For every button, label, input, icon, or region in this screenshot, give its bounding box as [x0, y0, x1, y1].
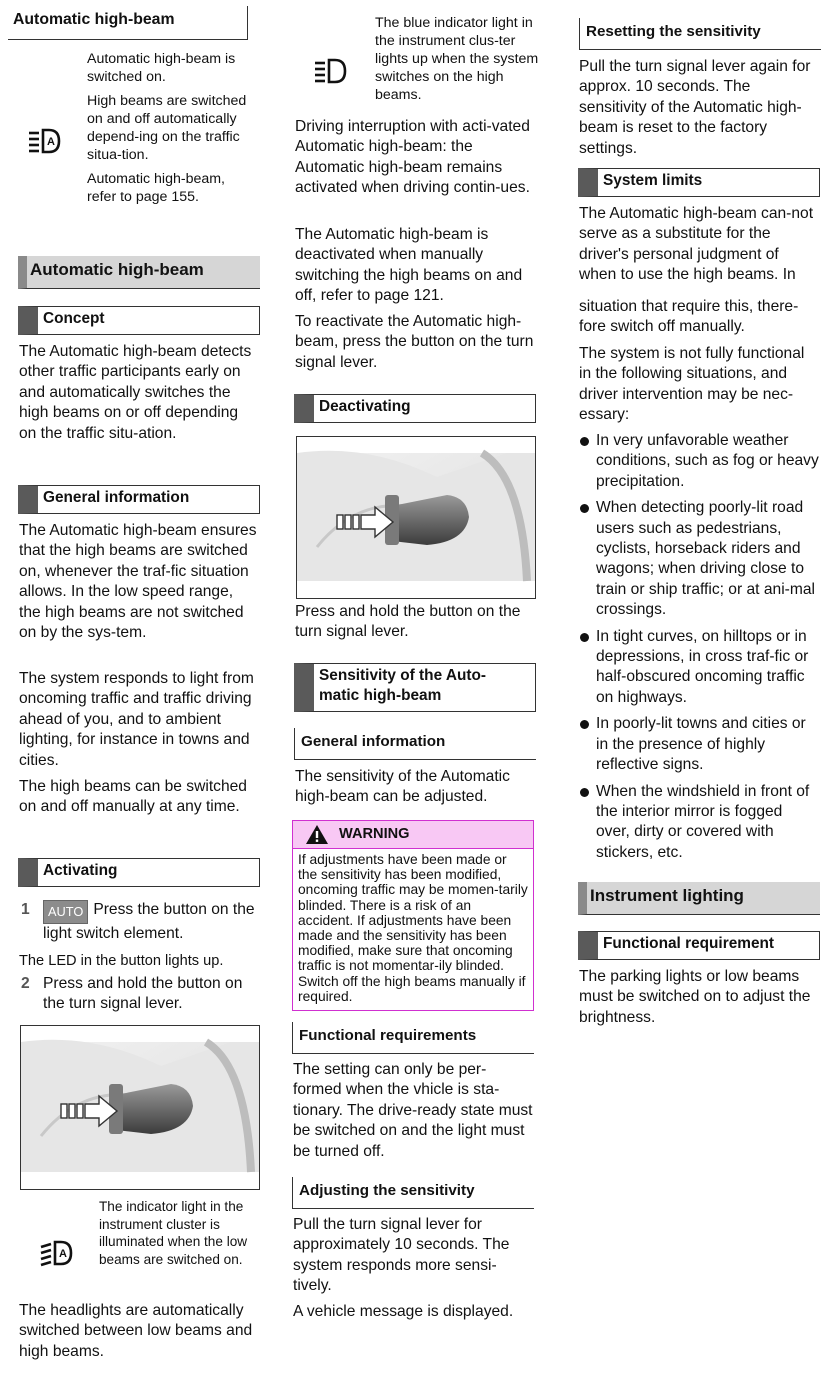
functional-requirements-text: The setting can only be per-formed when the vhicle is sta-tionary. The drive-ready state must be switched on and the light must be turned off.: [293, 1061, 533, 1160]
top-section-heading: Automatic high-beam: [8, 6, 248, 40]
concept-text: The Automatic high-beam detects other traffic participants early on and automatically switches the high beams on or off depending on the traffic situ-ation.: [19, 343, 252, 442]
general-information-text: The Automatic high-beam ensures that the high beams are switched on, whenever the traf-fic situation allows. In the low speed range, the high beams are not switched on by the sys-tem.: [19, 522, 257, 642]
high-beam-indicator-icon: [314, 56, 350, 86]
main-section-heading: Automatic high-beam: [18, 256, 260, 289]
sensitivity-heading-line: Sensitivity of the Auto-: [319, 667, 487, 684]
adjusting-sensitivity-heading: Adjusting the sensitivity: [292, 1177, 534, 1209]
warning-triangle-icon: [305, 824, 329, 845]
turn-signal-lever-illustration: [21, 1026, 259, 1189]
functional-requirement-text: The parking lights or low beams must be switched on to adjust the brightness.: [579, 968, 811, 1026]
step-2-text: Press and hold the button on the turn signal lever.: [43, 975, 243, 1013]
step-number: 2: [21, 975, 30, 992]
icon-description-group: [87, 50, 257, 206]
concept-heading: Concept: [18, 306, 260, 335]
functional-requirements-heading: Functional requirements: [292, 1022, 534, 1054]
icon-description-line: Automatic high-beam, refer to page 155.: [87, 171, 226, 205]
system-limits-text: situation that require this, there-fore switch off manually.: [579, 298, 799, 336]
general-information-text: The system responds to light from oncoming traffic and traffic driving ahead of you, and to ambient lighting, for instance in towns and cities.: [19, 670, 254, 769]
list-item: When detecting poorly-lit road users such as pedestrians, cyclists, horseback riders and wagons; when driving close to train or ship traffic; or at ani-mal crossings.: [579, 498, 819, 620]
svg-text:A: A: [59, 1248, 67, 1260]
sensitivity-general-information-text: The sensitivity of the Automatic high-beam can be adjusted.: [295, 768, 510, 806]
automatic-high-beam-icon: [28, 126, 64, 156]
step-2: [21, 974, 261, 1015]
instrument-lighting-heading: Instrument lighting: [578, 882, 820, 915]
list-item: When the windshield in front of the interior mirror is fogged over, dirty or covered with stickers, etc.: [579, 782, 819, 864]
warning-title: WARNING: [339, 826, 410, 842]
warning-box: [292, 820, 534, 1011]
svg-text:A: A: [47, 136, 55, 148]
turn-signal-lever-figure: [20, 1025, 260, 1190]
vehicle-message-text: A vehicle message is displayed.: [293, 1303, 514, 1320]
general-information-heading: General information: [18, 485, 260, 514]
system-limits-text: The Automatic high-beam can-not serve as a substitute for the driver's personal judgment of when to use the high beams. In: [579, 205, 814, 284]
deactivate-text: Press and hold the button on the turn signal lever.: [295, 603, 521, 641]
deactivate-lever-figure: [296, 436, 536, 599]
step-1-text: Press the button on the light switch element.: [43, 901, 255, 942]
icon-description-line: Automatic high-beam is switched on.: [87, 51, 236, 85]
warning-text: If adjustments have been made or the sensitivity has been modified, oncoming traffic may be momen-tarily blinded. There is a risk of an accident. If adjustments have been made and the sensitivity has been modified, make sure that oncoming traffic is not momentar-ily blinded. Switch off the high beams manually if required.: [298, 852, 528, 1004]
led-text: The LED in the button lights up.: [19, 953, 224, 969]
list-item: In tight curves, on hilltops or in depressions, in cross traf-fic or half-obscured oncoming traffic on highways.: [579, 627, 819, 709]
icon-description-line: High beams are switched on and off automatically depend-ing on the traffic situa-tion.: [87, 93, 247, 163]
low-beam-indicator-text: The indicator light in the instrument cluster is illuminated when the low beams are switched on.: [99, 1199, 248, 1267]
system-limits-heading: System limits: [578, 168, 820, 197]
list-item: In poorly-lit towns and cities or in the presence of highly reflective signs.: [579, 714, 819, 775]
resetting-sensitivity-heading: Resetting the sensitivity: [579, 18, 821, 50]
list-item: In very unfavorable weather conditions, such as fog or heavy precipitation.: [579, 431, 819, 492]
driving-interruption-text: Driving interruption with acti-vated Automatic high-beam: the Automatic high-beam remains activated when driving contin-ues.: [295, 118, 530, 197]
automatic-switching-text: The headlights are automatically switched between low beams and high beams.: [19, 1302, 253, 1360]
step-number: 1: [21, 901, 30, 918]
general-information-text: The high beams can be switched on and off manually at any time.: [19, 778, 247, 816]
functional-requirement-heading: Functional requirement: [578, 931, 820, 960]
activating-heading: Activating: [18, 858, 260, 887]
adjusting-sensitivity-text: Pull the turn signal lever for approximately 10 seconds. The system responds more sensi-tively.: [293, 1216, 510, 1295]
warning-header: [293, 821, 533, 849]
step-1: [21, 900, 261, 944]
system-limits-list: [579, 431, 819, 869]
deactivate-lever-illustration: [297, 437, 535, 598]
auto-button-icon: AUTO: [43, 900, 88, 924]
resetting-sensitivity-text: Pull the turn signal lever again for approx. 10 seconds. The sensitivity of the Automatic high-beam is reset to the factory settings.: [579, 58, 811, 157]
system-limits-text: The system is not fully functional in the following situations, and driver intervention may be nec-essary:: [579, 345, 805, 424]
low-beam-indicator-icon: [40, 1238, 76, 1268]
reactivate-text: To reactivate the Automatic high-beam, press the button on the turn signal lever.: [295, 313, 534, 371]
step-text: [43, 900, 261, 944]
sensitivity-heading-line: matic high-beam: [319, 687, 442, 704]
deactivating-heading: Deactivating: [294, 394, 536, 423]
sensitivity-heading: [294, 663, 536, 712]
high-beam-indicator-text: The blue indicator light in the instrument clus-ter lights up when the system switches on the high beams.: [375, 15, 539, 103]
sensitivity-general-information-heading: General information: [294, 728, 536, 760]
deactivation-note-text: The Automatic high-beam is deactivated when manually switching the high beams on and off, refer to page 121.: [295, 226, 523, 305]
